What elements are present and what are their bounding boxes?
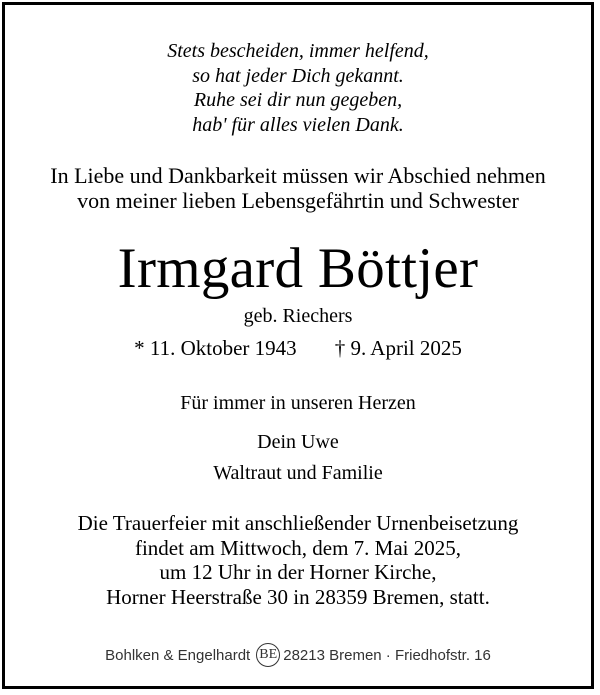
deceased-name: Irmgard Böttjer xyxy=(117,237,479,300)
service-line: um 12 Uhr in der Horner Kirche, xyxy=(159,560,437,584)
signature-line: Waltraut und Familie xyxy=(213,462,383,484)
poem-line: hab' für alles vielen Dank. xyxy=(192,113,404,136)
service-details xyxy=(5,511,591,609)
be-logo-icon: BE xyxy=(256,643,280,667)
signature-line: Dein Uwe xyxy=(257,431,339,453)
death-date: † 9. April 2025 xyxy=(334,336,462,360)
intro-line: In Liebe und Dankbarkeit müssen wir Abschied nehmen xyxy=(50,163,546,188)
intro-line: von meiner lieben Lebensgefährtin und Schwester xyxy=(77,188,519,213)
service-line: findet am Mittwoch, dem 7. Mai 2025, xyxy=(134,535,462,560)
poem-line: so hat jeder Dich gekannt. xyxy=(192,64,404,87)
life-dates xyxy=(5,336,591,361)
funeral-home-footer xyxy=(5,641,591,669)
birth-date: * 11. Oktober 1943 xyxy=(134,336,297,360)
service-line: Horner Heerstraße 30 in 28359 Bremen, statt. xyxy=(106,584,490,609)
service-line: Die Trauerfeier mit anschließender Urnenbeisetzung xyxy=(77,511,519,535)
poem-line: Stets bescheiden, immer helfend, xyxy=(167,40,429,62)
motto: Für immer in unseren Herzen xyxy=(180,392,416,414)
maiden-name: geb. Riechers xyxy=(243,305,353,327)
intro-text xyxy=(5,163,591,213)
company-address: 28213 Bremen · Friedhofstr. 16 xyxy=(283,646,491,664)
poem xyxy=(5,39,591,137)
company-name: Bohlken & Engelhardt xyxy=(105,646,251,664)
poem-line: Ruhe sei dir nun gegeben, xyxy=(193,89,403,111)
obituary-frame xyxy=(2,2,594,689)
